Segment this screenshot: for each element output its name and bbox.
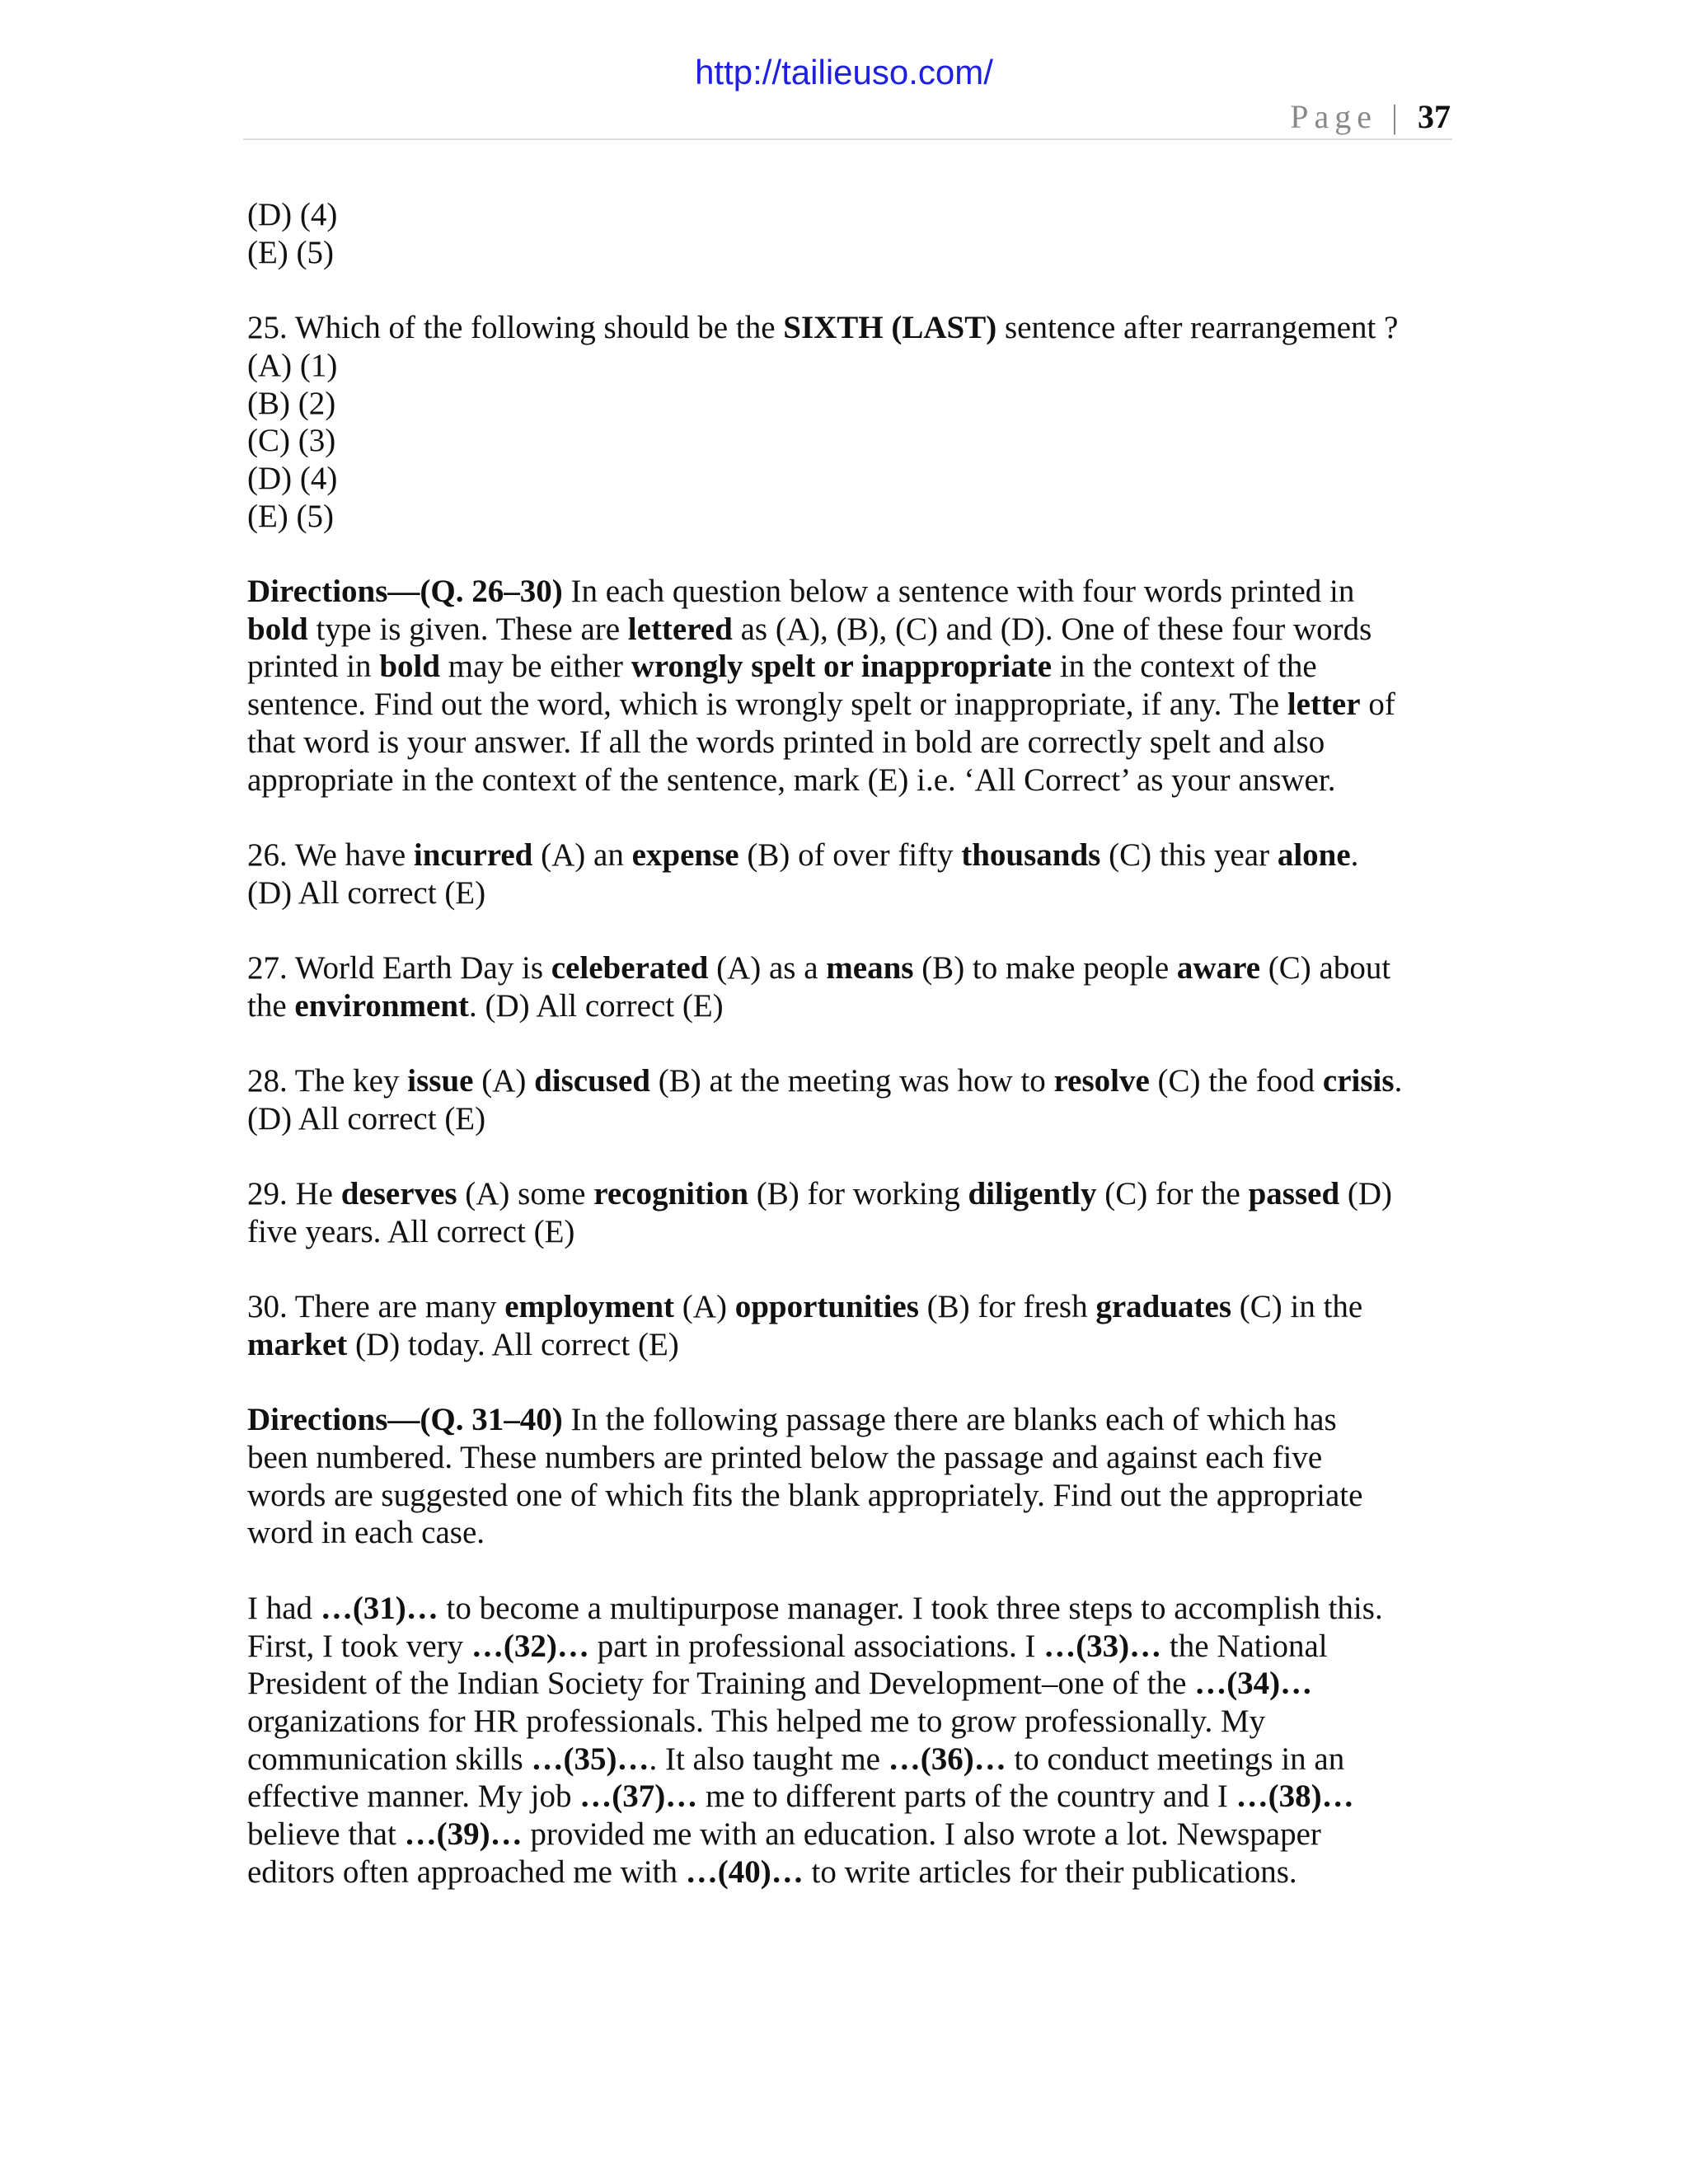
q25-option-a: (A) (1) (247, 347, 338, 383)
directions-26-30: Directions—(Q. 26–30) In each question below a sentence with four words printed in bold type is given. These are lettered as (A), (B), (C) and (D). One of these four words printed in bold may be either wrongly spelt or inappropriate in the context of the sentence. Find out the word, which is wrongly spelt or inappropriate, if any. The letter of that word is your answer. If all the words printed in bold are correctly spelt and also appropriate in the context of the sentence, mark (E) i.e. ‘All Correct’ as your answer. (247, 574, 1395, 798)
question-26: 26. We have incurred (A) an expense (B) of over fifty thousands (C) this year alone. (D) All correct (E) (247, 837, 1359, 911)
cloze-passage: I had …(31)… to become a multipurpose manager. I took three steps to accomplish this. First, I took very …(32)… part in professional associations. I …(33)… the National President of the Indian Society for Training and Development–one of the …(34)… organizations for HR professionals. This helped me to grow professionally. My communication skills …(35)…. It also taught me …(36)… to conduct meetings in an effective manner. My job …(37)… me to different parts of the country and I …(38)… believe that …(39)… provided me with an education. I also wrote a lot. Newspaper editors often approached me with …(40)… to write articles for their publications. (247, 1590, 1383, 1890)
blank-37: …(37)… (579, 1779, 698, 1815)
page-number-header (1261, 97, 1451, 136)
q25-option-b: (B) (2) (247, 385, 336, 421)
page-label: Page | (1290, 98, 1404, 135)
blank-34: …(34)… (1194, 1666, 1313, 1702)
option-e: (E) (5) (247, 234, 335, 270)
q25-option-e: (E) (5) (247, 498, 335, 534)
blank-33: …(33)… (1043, 1628, 1162, 1664)
blank-35: …(35)… (531, 1741, 649, 1777)
header-rule (243, 138, 1452, 140)
blank-40: …(40)… (685, 1854, 804, 1890)
site-url-link[interactable]: http://tailieuso.com/ (695, 53, 993, 91)
q25-option-c: (C) (3) (247, 423, 336, 459)
directions-31-40: Directions—(Q. 31–40) In the following passage there are blanks each of which has been numbered. These numbers are printed below the passage and against each five words are suggested one of which fits the blank appropriately. Find out the appropriate word in each case. (247, 1402, 1363, 1551)
page-number: 37 (1418, 98, 1451, 135)
question-25: 25. Which of the following should be the SIXTH (LAST) sentence after rearrangement ? (247, 310, 1399, 346)
question-30: 30. There are many employment (A) opportunities (B) for fresh graduates (C) in the market (D) today. All correct (E) (247, 1289, 1363, 1362)
blank-36: …(36)… (888, 1741, 1006, 1777)
question-27: 27. World Earth Day is celeberated (A) as a means (B) to make people aware (C) about the environment. (D) All correct (E) (247, 950, 1391, 1024)
q25-option-d: (D) (4) (247, 460, 338, 496)
blank-32: …(32)… (471, 1628, 589, 1664)
blank-39: …(39)… (404, 1816, 523, 1853)
option-d: (D) (4) (247, 197, 338, 232)
page-content (247, 196, 1451, 1891)
blank-38: …(38)… (1236, 1779, 1354, 1815)
question-28: 28. The key issue (A) discused (B) at the meeting was how to resolve (C) the food crisis. (D) All correct (E) (247, 1063, 1403, 1137)
blank-31: …(31)… (320, 1590, 438, 1626)
question-29: 29. He deserves (A) some recognition (B) for working diligently (C) for the passed (D) five years. All correct (E) (247, 1176, 1393, 1249)
